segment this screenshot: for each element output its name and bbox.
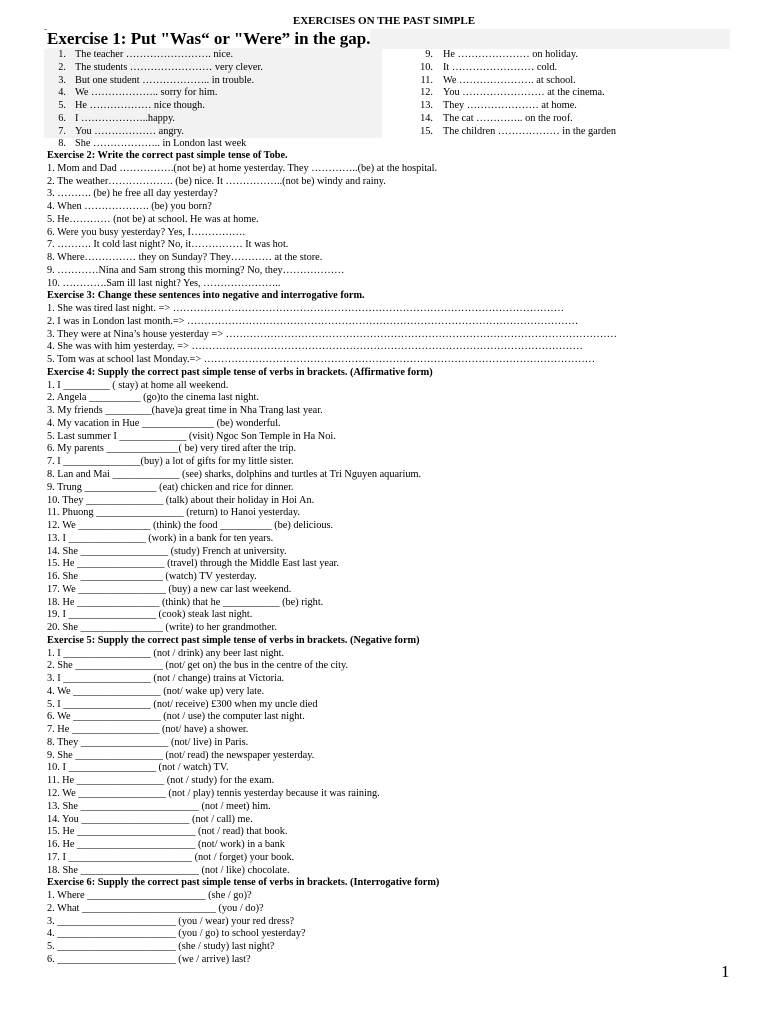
exercise-4-item: 19. I _________________ (cook) steak last night. bbox=[47, 609, 253, 621]
exercise-4-item: 10. They _______________ (talk) about their holiday in Hoi An. bbox=[47, 494, 315, 506]
exercise-5-item: 10. I _________________ (not / watch) TV. bbox=[47, 762, 229, 774]
exercise-1-item-number: 10. bbox=[420, 61, 433, 73]
exercise-6-item: 3. _______________________ (you / wear) your red dress? bbox=[47, 915, 295, 927]
exercise-1-item: The cat ………….. on the roof. bbox=[443, 112, 573, 124]
exercise-1-item: But one student ……………….. in trouble. bbox=[75, 74, 255, 86]
exercise-3-heading: Exercise 3: Change these sentences into negative and interrogative form. bbox=[47, 290, 365, 302]
page-title: EXERCISES ON THE PAST SIMPLE bbox=[292, 15, 476, 27]
exercise-1-item-number: 7. bbox=[58, 125, 66, 137]
exercise-2-item: 9. …………Nina and Sam strong this morning? No, they……………… bbox=[47, 264, 345, 276]
exercise-5-item: 5. I _________________ (not/ receive) £300 when my uncle died bbox=[47, 698, 318, 710]
exercise-2-item: 8. Where…………… they on Sunday? They………… at the store. bbox=[47, 252, 323, 264]
exercise-1-item: He ………………… on holiday. bbox=[443, 49, 578, 60]
exercise-6-item: 6. _______________________ (we / arrive) last? bbox=[47, 953, 251, 965]
exercise-1-item: We …………………. at school. bbox=[443, 74, 576, 86]
exercise-1-item-number: 11. bbox=[420, 74, 433, 86]
exercise-2-item: 4. When ………………. (be) you born? bbox=[47, 201, 212, 213]
exercise-1-item: You …………………… at the cinema. bbox=[443, 87, 605, 99]
exercise-5-item: 8. They _________________ (not/ live) in Paris. bbox=[47, 736, 249, 748]
exercise-6-item: 1. Where _______________________ (she / go)? bbox=[47, 890, 252, 902]
exercise-6-item: 4. _______________________ (you / go) to school yesterday? bbox=[47, 928, 306, 940]
exercise-2-item: 1. Mom and Dad …………….(not be) at home yesterday. They …………..(be) at the hospital. bbox=[47, 162, 438, 174]
exercise-5-item: 2. She _________________ (not/ get on) the bus in the centre of the city. bbox=[47, 660, 349, 672]
exercise-4-item: 20. She ________________ (write) to her grandmother. bbox=[47, 622, 277, 634]
exercise-4-item: 8. Lan and Mai _____________ (see) sharks, dolphins and turtles at Tri Nguyen aquarium. bbox=[47, 469, 422, 480]
exercise-5-item: 4. We _________________ (not/ wake up) very late. bbox=[47, 685, 265, 697]
exercise-2-item: 5. He………… (not be) at school. He was at home. bbox=[47, 213, 259, 225]
exercise-3-item: 2. I was in London last month.=> …………………………………………………………………………………………………… bbox=[47, 315, 579, 327]
exercise-1-heading: Exercise 1: Put "Was“ or "Were” in the gap. bbox=[47, 29, 730, 49]
exercise-1-item-number: 1. bbox=[58, 49, 66, 60]
exercise-4-item: 3. My friends _________(have)a great time in Nha Trang last year. bbox=[47, 405, 323, 417]
exercise-1-item-number: 6. bbox=[58, 112, 66, 124]
exercise-3-item: 5. Tom was at school last Monday.=> …………………………………………………………………………………………………… bbox=[47, 354, 596, 366]
exercise-1-item-number: 13. bbox=[420, 100, 433, 111]
exercise-6-heading: Exercise 6: Supply the correct past simple tense of verbs in brackets. (Interrogative form) bbox=[47, 877, 440, 889]
exercise-5-item: 17. I ________________________ (not / forget) your book. bbox=[47, 851, 295, 863]
exercise-1-item: They ………………… at home. bbox=[443, 100, 577, 111]
exercise-5-item: 14. You _____________________ (not / call) me. bbox=[47, 813, 253, 825]
exercise-3-item: 4. She was with him yesterday. => …………………………………………………………………………………………………… bbox=[47, 341, 583, 353]
exercise-3-item: 3. They were at Nina’s house yesterday => …………………………………………………………………………………………………… bbox=[47, 328, 617, 340]
exercise-4-item: 16. She ________________ (watch) TV yesterday. bbox=[47, 571, 257, 583]
exercise-1-item: You ……………… angry. bbox=[75, 125, 184, 137]
exercise-6-item: 5. _______________________ (she / study) last night? bbox=[47, 941, 275, 953]
exercise-4-item: 12. We ______________ (think) the food __________ (be) delicious. bbox=[47, 520, 334, 532]
exercise-5-item: 15. He _______________________ (not / read) that book. bbox=[47, 826, 288, 838]
exercise-4-item: 13. I _______________ (work) in a bank for ten years. bbox=[47, 532, 274, 544]
exercise-4-item: 17. We _________________ (buy) a new car last weekend. bbox=[47, 583, 292, 595]
exercise-4-item: 4. My vacation in Hue ______________ (be) wonderful. bbox=[47, 417, 281, 429]
exercise-4-item: 1. I _________ ( stay) at home all weekend. bbox=[47, 379, 229, 391]
exercise-5-item: 18. She _______________________ (not / like) chocolate. bbox=[47, 864, 290, 876]
exercise-4-item: 2. Angela __________ (go)to the cinema last night. bbox=[47, 392, 259, 404]
exercise-1-item: We ……………….. sorry for him. bbox=[75, 87, 218, 99]
exercise-5-heading: Exercise 5: Supply the correct past simple tense of verbs in brackets. (Negative form) bbox=[47, 634, 420, 646]
exercise-1-item-number: 12. bbox=[420, 87, 433, 99]
exercise-4-item: 6. My parents ______________( be) very tired after the trip. bbox=[47, 443, 297, 455]
exercise-1-item: He ……………… nice though. bbox=[75, 100, 205, 111]
exercise-1-item: It …………………… cold. bbox=[443, 61, 558, 73]
exercise-1-item-number: 4. bbox=[58, 87, 66, 99]
page-number: 1 bbox=[721, 962, 730, 981]
exercise-1-item-number: 9. bbox=[425, 49, 433, 60]
exercise-4-item: 7. I _______________(buy) a lot of gifts for my little sister. bbox=[47, 456, 294, 468]
exercise-1-item: The students …………………… very clever. bbox=[75, 61, 263, 73]
exercise-5-item: 11. He _________________ (not / study) for the exam. bbox=[47, 775, 275, 787]
exercise-1-item-number: 8. bbox=[58, 138, 66, 150]
exercise-4-item: 14. She _________________ (study) French at university. bbox=[47, 545, 287, 557]
exercise-5-item: 12. We _________________ (not / play) tennis yesterday because it was raining. bbox=[47, 788, 380, 799]
exercise-4-item: 11. Phuong _________________ (return) to Hanoi yesterday. bbox=[47, 507, 300, 519]
exercise-3-item: 1. She was tired last night. => …………………………………………………………………………………………………… bbox=[47, 303, 565, 315]
exercise-1-item-number: 5. bbox=[58, 100, 66, 111]
exercise-2-heading: Exercise 2: Write the correct past simple tense of Tobe. bbox=[47, 150, 288, 161]
exercise-4-item: 5. Last summer I _____________ (visit) Ngoc Son Temple in Ha Noi. bbox=[47, 430, 336, 442]
exercise-1-item: She ……………….. in London last week bbox=[75, 138, 247, 150]
exercise-2-item: 3. ………. (be) he free all day yesterday? bbox=[47, 188, 218, 200]
exercise-1-item-number: 2. bbox=[58, 61, 66, 73]
exercise-4-item: 9. Trung ______________ (eat) chicken and rice for dinner. bbox=[47, 481, 294, 493]
exercise-1-item-number: 14. bbox=[420, 112, 433, 124]
exercise-5-item: 13. She _______________________ (not / meet) him. bbox=[47, 800, 271, 812]
exercise-6-item: 2. What __________________________ (you / do)? bbox=[47, 902, 264, 914]
exercise-2-item: 7. ………. It cold last night? No, it…………… It was hot. bbox=[47, 239, 289, 251]
exercise-5-item: 16. He _______________________ (not/ work) in a bank bbox=[47, 839, 285, 851]
exercise-1-item-number: 15. bbox=[420, 125, 433, 137]
exercise-4-item: 18. He ________________ (think) that he ___________ (be) right. bbox=[47, 596, 324, 608]
exercise-2-item: 2. The weather………………. (be) nice. It ……………..(not be) windy and rainy. bbox=[47, 175, 386, 187]
exercise-5-item: 1. I _________________ (not / drink) any beer last night. bbox=[47, 647, 285, 659]
exercise-2-item: 6. Were you busy yesterday? Yes, I……………. bbox=[47, 226, 246, 238]
exercise-5-item: 9. She _________________ (not/ read) the newspaper yesterday. bbox=[47, 749, 315, 761]
exercise-4-item: 15. He _________________ (travel) through the Middle East last year. bbox=[47, 558, 339, 570]
exercise-1-item-number: 3. bbox=[58, 74, 66, 86]
exercise-4-heading: Exercise 4: Supply the correct past simple tense of verbs in brackets. (Affirmative form) bbox=[47, 366, 433, 378]
exercise-1-item: I ………………..happy. bbox=[75, 112, 176, 124]
exercise-5-item: 3. I _________________ (not / change) trains at Victoria. bbox=[47, 673, 285, 685]
exercise-2-item: 10. ………….Sam ill last night? Yes, ………………….. bbox=[47, 277, 281, 289]
exercise-5-item: 7. He _________________ (not/ have) a shower. bbox=[47, 724, 249, 736]
exercise-1-item: The children ……………… in the garden bbox=[443, 125, 617, 137]
exercise-1-item: The teacher ……………………. nice. bbox=[75, 49, 234, 60]
exercise-5-item: 6. We _________________ (not / use) the computer last night. bbox=[47, 711, 305, 723]
